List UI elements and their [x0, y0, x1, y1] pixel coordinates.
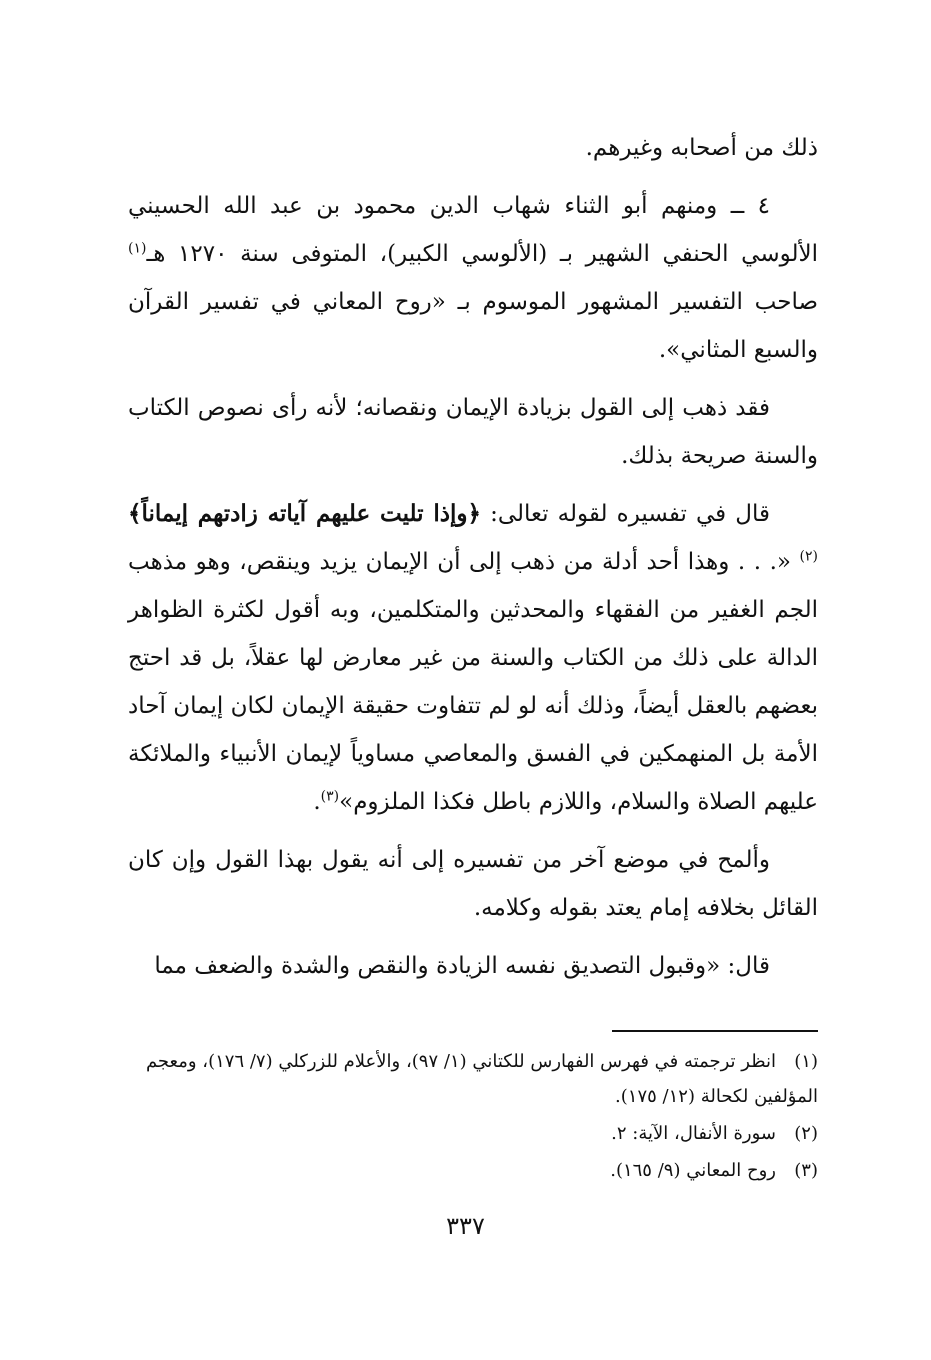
footnote-2 [128, 1116, 818, 1151]
footnote-divider [612, 1030, 818, 1032]
paragraph-3-intro: قال في تفسيره لقوله تعالى: [480, 501, 770, 527]
paragraph-3-quote: «. . . وهذا أحد أدلة من ذهب إلى أن الإيمان يزيد وينقص، وهو مذهب الجم الغفير من الفقهاء والمحدثين والمتكلمين، وبه أقول لكثرة الظواهر الدالة على ذلك من الكتاب والسنة من غير معارض لها عقلاً، بل قد احتج بعضهم بالعقل أيضاً، وذلك أنه لو لم تتفاوت حقيقة الإيمان لكان إيمان آحاد الأمة بل المنهمكين في الفسق والمعاصي مساوياً لإيمان الأنبياء والملائكة عليهم الصلاة والسلام، واللازم باطل فكذا الملزوم» [128, 549, 818, 815]
footnote-number: (١) [794, 1051, 818, 1072]
paragraph-3-end: . [313, 789, 321, 815]
page-number: ٣٣٧ [446, 1212, 485, 1240]
footnotes [128, 1044, 818, 1190]
footnote-3 [128, 1153, 818, 1188]
footnote-number: (٣) [794, 1160, 818, 1181]
paragraph-4: وألمح في موضع آخر من تفسيره إلى أنه يقول بهذا القول وإن كان القائل بخلافه إمام يعتد بقوله وكلامه. [128, 847, 818, 921]
footnote-number: (٢) [794, 1123, 818, 1144]
footnote-ref-2: (٢) [799, 548, 818, 565]
paragraph-1 [128, 182, 818, 374]
footnote-text: روح المعاني (٩/ ١٦٥). [610, 1160, 776, 1181]
footnote-1 [128, 1044, 818, 1114]
paragraph-0: ذلك من أصحابه وغيرهم. [585, 135, 818, 161]
footnote-text: سورة الأنفال، الآية: ٢. [611, 1123, 776, 1144]
paragraph-1-text-end: صاحب التفسير المشهور الموسوم بـ «روح المعاني في تفسير القرآن والسبع المثاني». [128, 289, 818, 363]
footnote-text: انظر ترجمته في فهرس الفهارس للكتاني (١/ ٩٧)، والأعلام للزركلي (٧/ ١٧٦)، ومعجم المؤلفين لكحالة (١٢/ ١٧٥). [145, 1051, 818, 1107]
paragraph-5: قال: «وقبول التصديق نفسه الزيادة والنقص والشدة والضعف مما [154, 953, 770, 979]
footnote-ref-3: (٣) [320, 788, 340, 805]
paragraph-1-text: ٤ ــ ومنهم أبو الثناء شهاب الدين محمود بن عبد الله الحسيني الألوسي الحنفي الشهير بـ (الألوسي الكبير)، المتوفى سنة ١٢٧٠ هـ [128, 193, 818, 267]
footnote-ref-1: (١) [128, 240, 147, 257]
paragraph-3 [128, 490, 818, 826]
main-text [128, 124, 818, 990]
paragraph-2: فقد ذهب إلى القول بزيادة الإيمان ونقصانه؛ لأنه رأى نصوص الكتاب والسنة صريحة بذلك. [128, 395, 818, 469]
quran-verse: ﴿وإذا تليت عليهم آياته زادتهم إيماناً﴾ [128, 500, 481, 527]
